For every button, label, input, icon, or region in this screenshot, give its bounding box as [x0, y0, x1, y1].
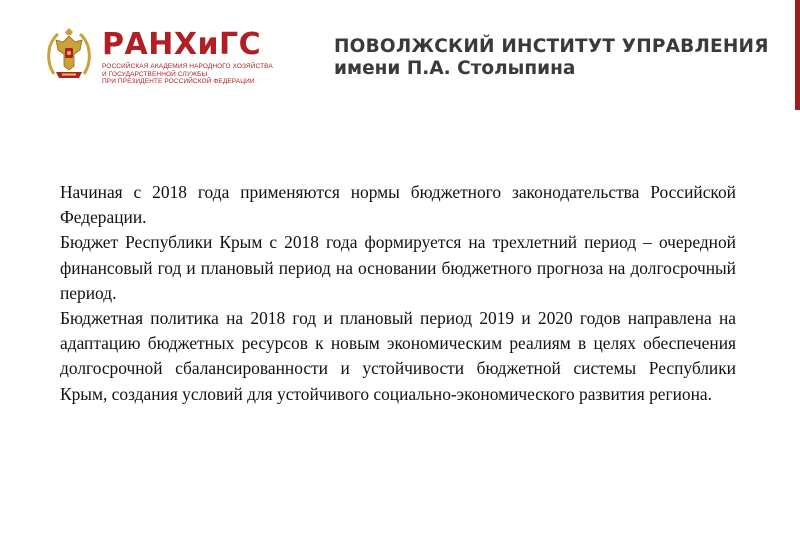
brand	[102, 27, 273, 86]
paragraph: Бюджет Республики Крым с 2018 года формируется на трехлетний период – очередной финансовый год и плановый период на основании бюджетного прогноза на долгосрочный период.	[60, 232, 736, 303]
ranepa-logo	[44, 26, 273, 86]
brand-subtitle-line: И ГОСУДАРСТВЕННОЙ СЛУЖБЫ	[102, 70, 208, 78]
brand-subtitle	[102, 63, 273, 86]
institute-title-line1: ПОВОЛЖСКИЙ ИНСТИТУТ УПРАВЛЕНИЯ	[334, 36, 769, 57]
paragraph: Начиная с 2018 года применяются нормы бюджетного законодательства Российской Федерации.	[60, 182, 736, 228]
brand-name: РАНХиГС	[102, 27, 262, 62]
institute-title	[334, 36, 769, 80]
body-text	[60, 180, 736, 407]
institute-title-line2: имени П.А. Столыпина	[334, 58, 576, 79]
brand-subtitle-line: ПРИ ПРЕЗИДЕНТЕ РОССИЙСКОЙ ФЕДЕРАЦИИ	[102, 78, 255, 85]
accent-bar	[795, 0, 800, 110]
brand-subtitle-line: РОССИЙСКАЯ АКАДЕМИЯ НАРОДНОГО ХОЗЯЙСТВА	[102, 63, 273, 70]
paragraph: Бюджетная политика на 2018 год и плановый период 2019 и 2020 годов направлена на адаптацию бюджетных ресурсов к новым экономическим реалиям в целях обеспечения долгосрочной сбалансированности и устойчивости бюджетной системы Республики Крым, создания условий для устойчивого социально-экономического развития региона.	[60, 308, 736, 404]
ranepa-eagle-emblem-icon	[44, 26, 94, 84]
